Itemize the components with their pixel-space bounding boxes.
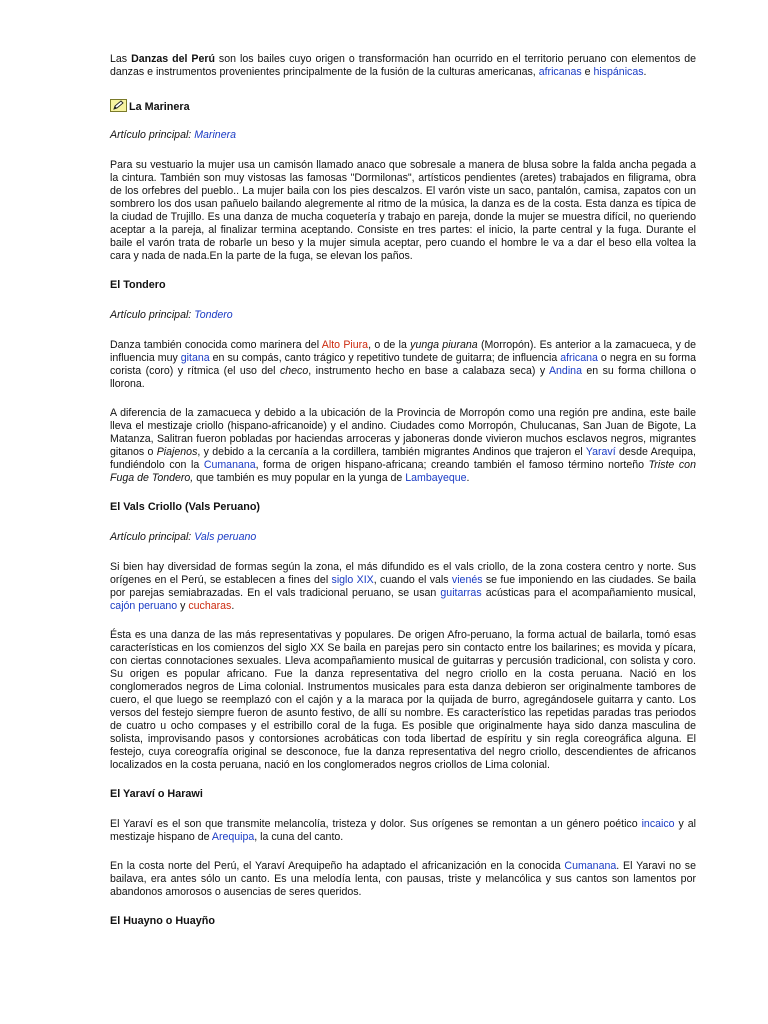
link-marinera[interactable]: Marinera (194, 129, 237, 141)
link-gitana[interactable]: gitana (180, 352, 210, 364)
heading-tondero: El Tondero (110, 279, 166, 291)
link-andina[interactable]: Andina (548, 365, 582, 377)
link-yaravi[interactable]: Yaraví (585, 446, 616, 458)
heading-marinera: La Marinera (110, 99, 696, 114)
heading-yaravi: El Yaraví o Harawi (110, 788, 203, 800)
link-cajon-peruano[interactable]: cajón peruano (110, 600, 178, 612)
yaravi-paragraph-1: El Yaraví es el son que transmite melancolía, tristeza y dolor. Sus orígenes se remontan a un género poético incaico y al mestizaje hispano de Arequipa, la cuna del canto. (110, 818, 696, 843)
intro-paragraph: Las Danzas del Perú son los bailes cuyo origen o transformación han ocurrido en el territorio peruano con elementos de danzas e instrumentos provenientes principalmente de la fusión de la culturas americanas, africanas e hispánicas. (110, 53, 696, 78)
main-article-marinera: Artículo principal: Marinera (110, 129, 237, 141)
heading-huayno: El Huayno o Huayño (110, 915, 215, 927)
link-cumanana[interactable]: Cumanana (203, 459, 256, 471)
link-siglo-xix[interactable]: siglo XIX (331, 574, 374, 586)
intro-title-bold: Danzas del Perú (131, 53, 215, 65)
link-hispanicas[interactable]: hispánicas (593, 66, 644, 78)
link-guitarras[interactable]: guitarras (440, 587, 482, 599)
tondero-paragraph-2: A diferencia de la zamacueca y debido a la ubicación de la Provincia de Morropón como una región pre andina, este baile lleva el mestizaje criollo (hispano-africanoide) y el andino. Ciudades como Morropón, Chulucanas, San Juan de Bigote, La Matanza, Salitran fueron pobladas por haciendas arroceras y jaboneras donde vivieron muchos esclavos negros, migrantes gitanos o Piajenos, y debido a la cercanía a la cordillera, también migrantes Andinos que trajeron el Yaraví desde Arequipa, fundiéndolo con la Cumanana, forma de origen hispano-africana; creando también el famoso término norteño Triste con Fuga de Tondero, que también es muy popular en la yunga de Lambayeque. (110, 407, 696, 484)
main-article-tondero: Artículo principal: Tondero (110, 309, 233, 321)
vals-paragraph-2: Ésta es una danza de las más representativas y populares. De origen Afro-peruano, la forma actual de bailarla, tomó esas características en los comienzos del siglo XX Se baila en parejas pero sin contacto entre los bailarines; es movida y pícara, con ciertas connotaciones sexuales. Lleva acompañamiento musical de guitarras y percusión tradicional, con solista y coro. Su origen es popular africano. Fue la danza representativa del negro criollo en la costa peruana. Nació en los conglomerados negros de Lima colonial. Instrumentos musicales para esta danza debieron ser originalmente tambores de cuero, el que luego se reemplazó con el cajón y a la maraca por la quijada de burro, agregándosele guitarra y canto. Los versos del festejo siempre fueron de asunto festivo, de allí su nombre. Es característico las repetidas paradas tras periodos de cuatro u ocho compases y el estribillo coral de la fuga. Es posible que originalmente haya sido danza masculina de solista, improvisando pasos y contorsiones acrobáticas con toda libertad de espíritu y sin regla coreográfica alguna. El festejo, cuya coreografía original se desconoce, fue la danza representativa del negro criollo, descendientes de africanos localizados en la costa peruana, nació en los conglomerados negros criollos de Lima colonial. (110, 629, 696, 771)
link-incaico[interactable]: incaico (641, 818, 675, 830)
link-tondero[interactable]: Tondero (194, 309, 233, 321)
edit-pencil-icon[interactable] (110, 99, 128, 112)
heading-vals-criollo: El Vals Criollo (Vals Peruano) (110, 501, 261, 513)
vals-paragraph-1: Si bien hay diversidad de formas según la zona, el más difundido es el vals criollo, de la zona costera centro y norte. Sus orígenes en el Perú, se establecen a fines del siglo XIX, cuando el vals vienés se fue imponiendo en las ciudades. Se baila por parejas semiabrazadas. En el vals tradicional peruano, se usan guitarras acústicas para el acompañamiento musical, cajón peruano y cucharas. (110, 561, 696, 612)
link-cucharas[interactable]: cucharas (188, 600, 232, 612)
link-arequipa[interactable]: Arequipa (211, 831, 255, 843)
link-vienes[interactable]: vienés (451, 574, 483, 586)
tondero-paragraph-1: Danza también conocida como marinera del Alto Piura, o de la yunga piurana (Morropón). Es anterior a la zamacueca, y de influencia muy gitana en su compás, canto trágico y repetitivo tundete de guitarra; de influencia africana o negra en su forma corista (coro) y rítmica (el uso del checo, instrumento hecho en base a calabaza seca) y Andina en su forma chillona o llorona. (110, 339, 697, 390)
link-africanas[interactable]: africanas (538, 66, 582, 78)
yaravi-paragraph-2: En la costa norte del Perú, el Yaraví Arequipeño ha adaptado el africanización en la conocida Cumanana. El Yaravi no se bailava, era antes sólo un canto. Es una melodía lenta, con pausas, triste y melancólica y sus cantos son lamentos por abandonos amorosos o ausencias de seres queridos. (110, 860, 696, 898)
marinera-paragraph: Para su vestuario la mujer usa un camisón llamado anaco que sobresale a manera de blusa sobre la falda ancha pegada a la cintura. También son muy vistosas las famosas "Dormilonas", artísticos pendientes (aretes) trabajados en filigrama, obra de los orfebres del pueblo.. La mujer baila con los pies descalzos. El varón viste un saco, pantalón, camisa, zapatos con un sombrero los dos usan pañuelo bailando alegremente al ritmo de la música, la danza es de la costa. Esta danza es típica de la ciudad de Trujillo. Es una danza de mucha coquetería y trabajo en pareja, donde la mujer se muestra difícil, no queriendo aceptar a la pareja, al finalizar termina aceptando. Consiste en tres partes: el inicio, la parte central y la fuga. Durante el baile el varón trata de robarle un beso y la mujer simula aceptar, pero cuando el hombre le va a dar el beso ella voltea la cara y nada de nada.En la parte de la fuga, se elevan los paños. (110, 159, 696, 262)
link-vals-peruano[interactable]: Vals peruano (194, 531, 257, 543)
main-article-vals: Artículo principal: Vals peruano (110, 531, 257, 543)
link-alto-piura[interactable]: Alto Piura (321, 339, 369, 351)
document-body (110, 53, 696, 945)
link-lambayeque[interactable]: Lambayeque (405, 472, 467, 484)
link-africana[interactable]: africana (560, 352, 598, 364)
link-cumanana-2[interactable]: Cumanana (564, 860, 617, 872)
